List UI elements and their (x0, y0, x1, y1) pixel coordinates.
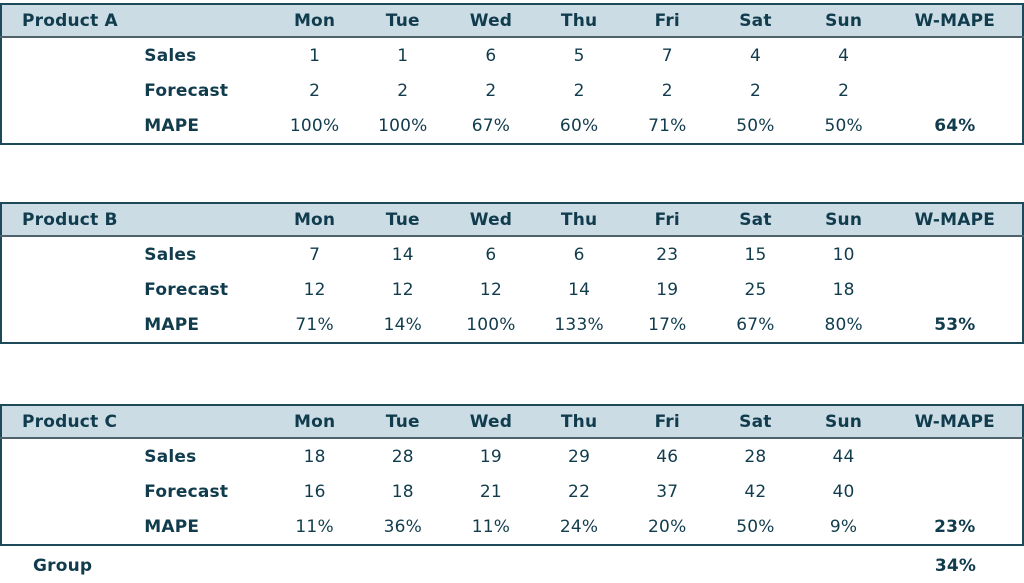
row-label-forecast: Forecast (144, 481, 229, 502)
day-header-thu: Thu (535, 203, 623, 236)
mape-cell: 71% (648, 115, 687, 136)
sales-cell: 18 (303, 446, 326, 467)
forecast-cell: 37 (656, 481, 679, 502)
sales-cell: 44 (832, 446, 855, 467)
day-header-wed: Wed (447, 203, 535, 236)
day-header-sun: Sun (800, 203, 888, 236)
group-label: Group (33, 556, 93, 576)
wmape-header: W-MAPE (888, 4, 1023, 37)
spacer-cell (1, 307, 139, 343)
day-header-mon: Mon (271, 405, 359, 438)
sales-cell: 28 (391, 446, 414, 467)
forecast-cell: 19 (656, 279, 679, 300)
day-header-fri: Fri (623, 203, 711, 236)
sales-row (1, 236, 1023, 272)
mape-cell: 100% (466, 314, 516, 335)
forecast-cell: 2 (397, 80, 409, 101)
sales-cell: 14 (391, 244, 414, 265)
forecast-cell: 12 (479, 279, 502, 300)
wmape-empty-cell (888, 236, 1023, 272)
mape-cell: 80% (824, 314, 863, 335)
mape-row (1, 509, 1023, 545)
forecast-cell: 2 (573, 80, 585, 101)
forecast-cell: 21 (479, 481, 502, 502)
sales-cell: 6 (485, 45, 497, 66)
mape-cell: 71% (295, 314, 334, 335)
forecast-cell: 12 (391, 279, 414, 300)
spacer-cell (1, 236, 139, 272)
spacer-cell (1, 272, 139, 307)
row-label-mape: MAPE (144, 115, 200, 136)
day-header-fri: Fri (623, 405, 711, 438)
forecast-row (1, 272, 1023, 307)
spacer-cell (1, 108, 139, 144)
sales-cell: 7 (309, 244, 321, 265)
forecast-row (1, 73, 1023, 108)
sales-cell: 5 (573, 45, 585, 66)
sales-cell: 1 (309, 45, 321, 66)
spacer-cell (1, 474, 139, 509)
row-label-sales: Sales (144, 446, 197, 467)
wmape-empty-cell (888, 73, 1023, 108)
day-header-mon: Mon (271, 203, 359, 236)
mape-cell: 50% (824, 115, 863, 136)
wmape-empty-cell (888, 37, 1023, 73)
forecast-cell: 2 (485, 80, 497, 101)
day-header-tue: Tue (359, 405, 447, 438)
sales-cell: 4 (838, 45, 850, 66)
mape-cell: 67% (471, 115, 511, 136)
product-title: Product C (1, 405, 271, 438)
product-c-table (0, 404, 1024, 546)
row-label-forecast: Forecast (144, 80, 229, 101)
forecast-cell: 12 (303, 279, 326, 300)
group-wmape-value: 34% (934, 556, 977, 576)
day-header-tue: Tue (359, 4, 447, 37)
day-header-wed: Wed (447, 405, 535, 438)
mape-cell: 24% (559, 516, 599, 537)
mape-cell: 50% (736, 516, 775, 537)
forecast-cell: 2 (661, 80, 673, 101)
mape-cell: 100% (289, 115, 340, 136)
forecast-cell: 40 (832, 481, 855, 502)
day-header-mon: Mon (271, 4, 359, 37)
sales-cell: 19 (479, 446, 502, 467)
wmape-empty-cell (888, 474, 1023, 509)
wmape-empty-cell (888, 438, 1023, 474)
spacer-cell (1, 509, 139, 545)
mape-cell: 60% (559, 115, 599, 136)
wmape-empty-cell (888, 272, 1023, 307)
header-row (1, 405, 1023, 438)
sales-row (1, 438, 1023, 474)
forecast-cell: 16 (303, 481, 326, 502)
day-header-sat: Sat (711, 203, 799, 236)
mape-row (1, 108, 1023, 144)
day-header-wed: Wed (447, 4, 535, 37)
mape-cell: 100% (378, 115, 428, 136)
sales-cell: 6 (573, 244, 585, 265)
wmape-header: W-MAPE (888, 405, 1023, 438)
day-header-thu: Thu (535, 405, 623, 438)
forecast-cell: 18 (832, 279, 855, 300)
group-summary-row (0, 550, 1024, 582)
row-label-forecast: Forecast (144, 279, 229, 300)
row-label-mape: MAPE (144, 314, 200, 335)
spacer-cell (1, 37, 139, 73)
day-header-fri: Fri (623, 4, 711, 37)
sales-cell: 15 (744, 244, 767, 265)
wmape-header: W-MAPE (888, 203, 1023, 236)
forecast-cell: 18 (391, 481, 414, 502)
header-row (1, 203, 1023, 236)
day-header-sun: Sun (800, 4, 888, 37)
product-b-table (0, 202, 1024, 344)
day-header-tue: Tue (359, 203, 447, 236)
forecast-cell: 14 (568, 279, 591, 300)
mape-cell: 50% (736, 115, 775, 136)
spacer-cell (1, 438, 139, 474)
day-header-sat: Sat (711, 4, 799, 37)
mape-cell: 133% (554, 314, 604, 335)
day-header-sun: Sun (799, 405, 887, 438)
sales-cell: 10 (832, 244, 855, 265)
product-title: Product B (1, 203, 271, 236)
forecast-cell: 2 (838, 80, 850, 101)
sales-cell: 7 (661, 45, 673, 66)
spacer-cell (1, 73, 139, 108)
sales-cell: 4 (749, 45, 761, 66)
wmape-value: 64% (934, 115, 976, 136)
forecast-cell: 22 (568, 481, 591, 502)
forecast-cell: 2 (749, 80, 761, 101)
wmape-value: 53% (934, 314, 976, 335)
forecast-row (1, 474, 1023, 509)
mape-cell: 20% (648, 516, 687, 537)
mape-cell: 36% (383, 516, 422, 537)
row-label-sales: Sales (144, 45, 197, 66)
row-label-sales: Sales (144, 244, 197, 265)
sales-cell: 29 (568, 446, 591, 467)
row-label-mape: MAPE (144, 516, 200, 537)
sales-cell: 1 (397, 45, 409, 66)
mape-cell: 11% (295, 516, 334, 537)
forecast-cell: 25 (744, 279, 767, 300)
day-header-thu: Thu (535, 4, 623, 37)
mape-row (1, 307, 1023, 343)
forecast-cell: 2 (309, 80, 321, 101)
wmape-value: 23% (934, 516, 976, 537)
forecast-cell: 42 (744, 481, 767, 502)
product-a-table (0, 3, 1024, 145)
day-header-sat: Sat (711, 405, 799, 438)
sales-cell: 6 (485, 244, 497, 265)
mape-cell: 67% (736, 314, 775, 335)
sales-cell: 28 (744, 446, 767, 467)
sales-cell: 23 (656, 244, 679, 265)
product-title: Product A (1, 4, 271, 37)
mape-cell: 11% (471, 516, 511, 537)
mape-cell: 17% (648, 314, 687, 335)
mape-cell: 14% (383, 314, 422, 335)
sales-row (1, 37, 1023, 73)
mape-cell: 9% (829, 516, 858, 537)
header-row (1, 4, 1023, 37)
sales-cell: 46 (656, 446, 679, 467)
